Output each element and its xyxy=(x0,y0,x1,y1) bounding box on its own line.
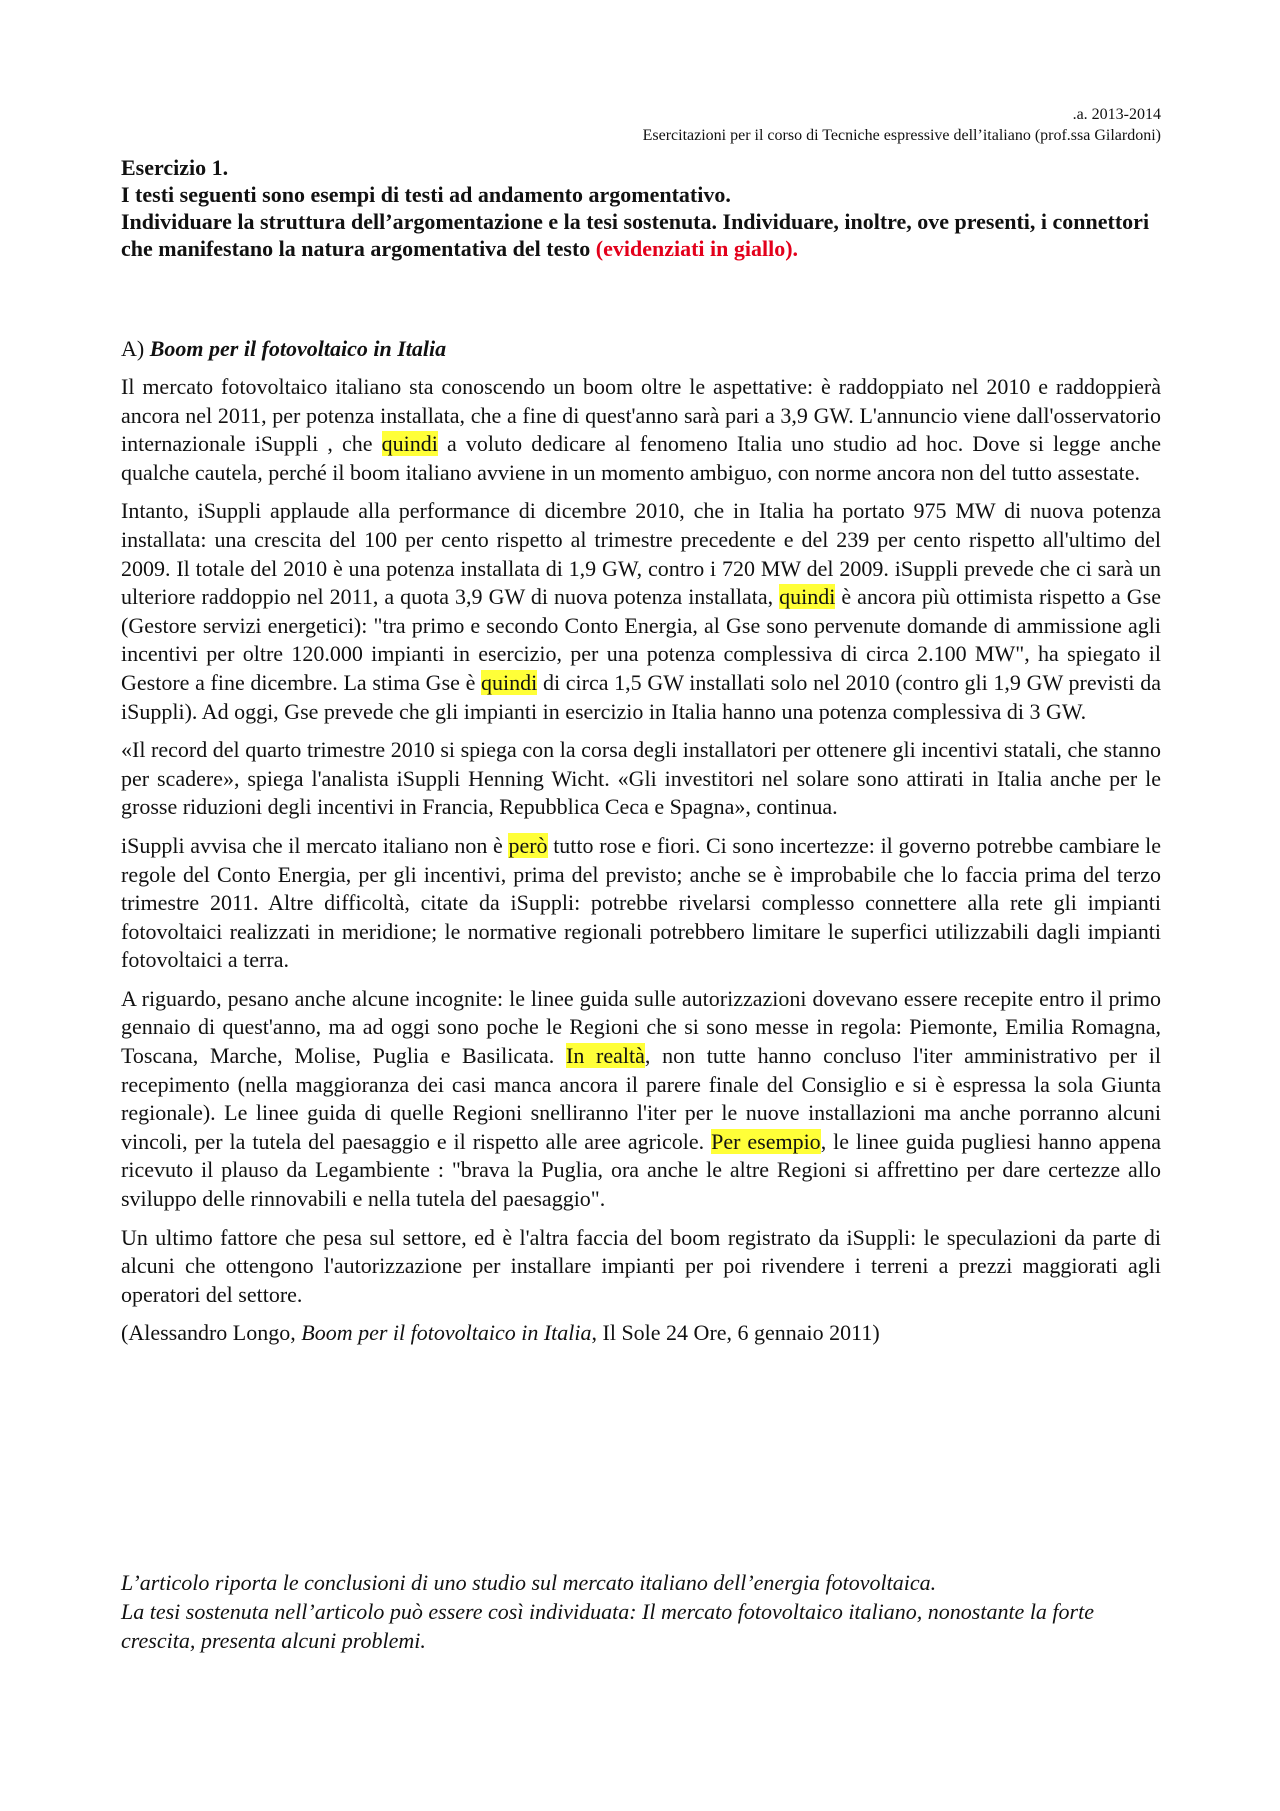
article-title: Boom per il fotovoltaico in Italia xyxy=(149,336,447,361)
page-header xyxy=(643,104,1161,146)
paragraph-text: iSuppli avvisa che il mercato italiano non è xyxy=(121,832,509,858)
exercise-line-1: I testi seguenti sono esempi di testi ad andamento argomentativo. xyxy=(121,182,731,207)
paragraph-text: Il mercato fotovoltaico italiano sta conoscendo un boom oltre le aspettative: è raddoppiato nel 2010 e raddoppierà ancora nel 2011, per potenza installata, che a fine di quest'anno sarà pari a 3,9 GW. L'annuncio viene dall'osservatorio internazionale iSuppli , che xyxy=(121,374,1161,457)
course-title: Esercitazioni per il corso di Tecniche espressive dell’italiano (prof.ssa Gilardoni) xyxy=(642,127,1161,144)
highlighted-connector: però xyxy=(508,832,548,858)
exercise-line-2 xyxy=(121,208,1161,262)
highlighted-connector: quindi xyxy=(481,669,538,695)
conclusion-line-1: L’articolo riporta le conclusioni di uno studio sul mercato italiano dell’energia fotovoltaica. xyxy=(121,1570,937,1595)
highlight-note: (evidenziati in giallo). xyxy=(595,236,799,261)
paragraph-text: , le linee guida pugliesi hanno appena ricevuto il plauso da Legambiente : "brava la Puglia, ora anche le altre Regioni si affrettino per dare certezze allo sviluppo delle rinnovabili e nella tutela del paesaggio". xyxy=(121,1128,1161,1212)
paragraph-2 xyxy=(121,497,1161,726)
paragraph-6: Un ultimo fattore che pesa sul settore, ed è l'altra faccia del boom registrato da iSuppli: le speculazioni da parte di alcuni che ottengono l'autorizzazione per installare impianti per poi rivendere i terreni a prezzi maggiorati agli operatori del settore. xyxy=(121,1224,1161,1307)
conclusion xyxy=(121,1568,1161,1655)
article-label: A) xyxy=(121,336,145,361)
paragraph-1 xyxy=(121,373,1161,487)
paragraph-text: Intanto, iSuppli applaude alla performance di dicembre 2010, che in Italia ha portato 975 MW di nuova potenza installata: una crescita del 100 per cento rispetto al trimestre precedente e del 239 per cento rispetto all'ultimo del 2009. Il totale del 2010 è una potenza installata di 1,9 GW, contro i 720 MW del 2009. iSuppli prevede che ci sarà un ulteriore raddoppio nel 2011, a quota 3,9 GW di nuova potenza installata, xyxy=(121,498,1161,610)
highlighted-connector: In realtà xyxy=(566,1043,645,1069)
highlighted-connector: Per esempio xyxy=(711,1128,821,1154)
article xyxy=(121,335,1161,1347)
paragraph-text: A riguardo, pesano anche alcune incognite: le linee guida sulle autorizzazioni dovevano essere recepite entro il primo gennaio di quest'anno, ma ad oggi sono poche le Regioni che si sono messe in regola: Piemonte, Emilia Romagna, Toscana, Marche, Molise, Puglia e Basilicata. xyxy=(121,985,1161,1069)
paragraph-5 xyxy=(121,985,1161,1214)
paragraph-text: tutto rose e fiori. Ci sono incertezze: il governo potrebbe cambiare le regole del Conto Energia, per gli incentivi, prima del previsto; anche se è improbabile che lo faccia prima del terzo trimestre 2011. Altre difficoltà, citate da iSuppli: potrebbe rivelarsi complesso connettere alla rete gli impianti fotovoltaici realizzati in meridione; le normative regionali potrebbero limitare le superfici utilizzabili dagli impianti fotovoltaici a terra. xyxy=(121,832,1161,973)
conclusion-line-2: La tesi sostenuta nell’articolo può essere così individuata: Il mercato fotovoltaico italiano, nonostante la forte crescita, presenta alcuni problemi. xyxy=(121,1599,1094,1653)
exercise-title: Esercizio 1. xyxy=(121,155,229,180)
paragraph-text: a voluto dedicare al fenomeno Italia uno studio ad hoc. Dove si legge anche qualche cautela, perché il boom italiano avviene in un momento ambiguo, con norme ancora non del tutto assestate. xyxy=(121,431,1161,485)
highlighted-connector: quindi xyxy=(381,431,438,457)
exercise-line-2-text: Individuare la struttura dell’argomentazione e la tesi sostenuta. Individuare, inoltre, ove presenti, i connettori che manifestano la natura argomentativa del testo xyxy=(121,209,1150,261)
academic-year: .a. 2013-2014 xyxy=(1072,106,1161,123)
paragraph-text: è ancora più ottimista rispetto a Gse (Gestore servizi energetici): "tra primo e secondo Conto Energia, al Gse sono pervenute domande di ammissione agli incentivi per oltre 120.000 impianti in esercizio, per una potenza complessiva di circa 2.100 MW", ha spiegato il Gestore a fine dicembre. La stima Gse è xyxy=(121,584,1161,695)
highlighted-connector: quindi xyxy=(779,584,836,610)
paragraph-3: «Il record del quarto trimestre 2010 si spiega con la corsa degli installatori per ottenere gli incentivi statali, che stanno per scadere», spiega l'analista iSuppli Henning Wicht. «Gli investitori nel solare sono attirati in Italia anche per le grosse riduzioni degli incentivi in Francia, Repubblica Ceca e Spagna», continua. xyxy=(121,737,1161,820)
citation-title: Boom per il fotovoltaico in Italia xyxy=(301,1320,592,1346)
citation-author: (Alessandro Longo, xyxy=(121,1320,302,1346)
exercise-instructions xyxy=(121,154,1161,262)
article-heading xyxy=(121,335,1161,363)
paragraph-text: di circa 1,5 GW installati solo nel 2010 (contro gli 1,9 GW previsti da iSuppli). Ad oggi, Gse prevede che gli impianti in esercizio in Italia hanno una potenza complessiva di 3 GW. xyxy=(121,669,1161,724)
article-citation xyxy=(121,1319,1161,1347)
paragraph-text: , non tutte hanno concluso l'iter amministrativo per il recepimento (nella maggioranza dei casi manca ancora il parere finale del Consiglio e si è espressa la sola Giunta regionale). Le linee guida di quelle Regioni snelliranno l'iter per le nuove installazioni ma anche porranno alcuni vincoli, per la tutela del paesaggio e il rispetto alle aree agricole. xyxy=(121,1043,1161,1154)
citation-source: , Il Sole 24 Ore, 6 gennaio 2011) xyxy=(591,1320,880,1346)
paragraph-4 xyxy=(121,832,1161,975)
